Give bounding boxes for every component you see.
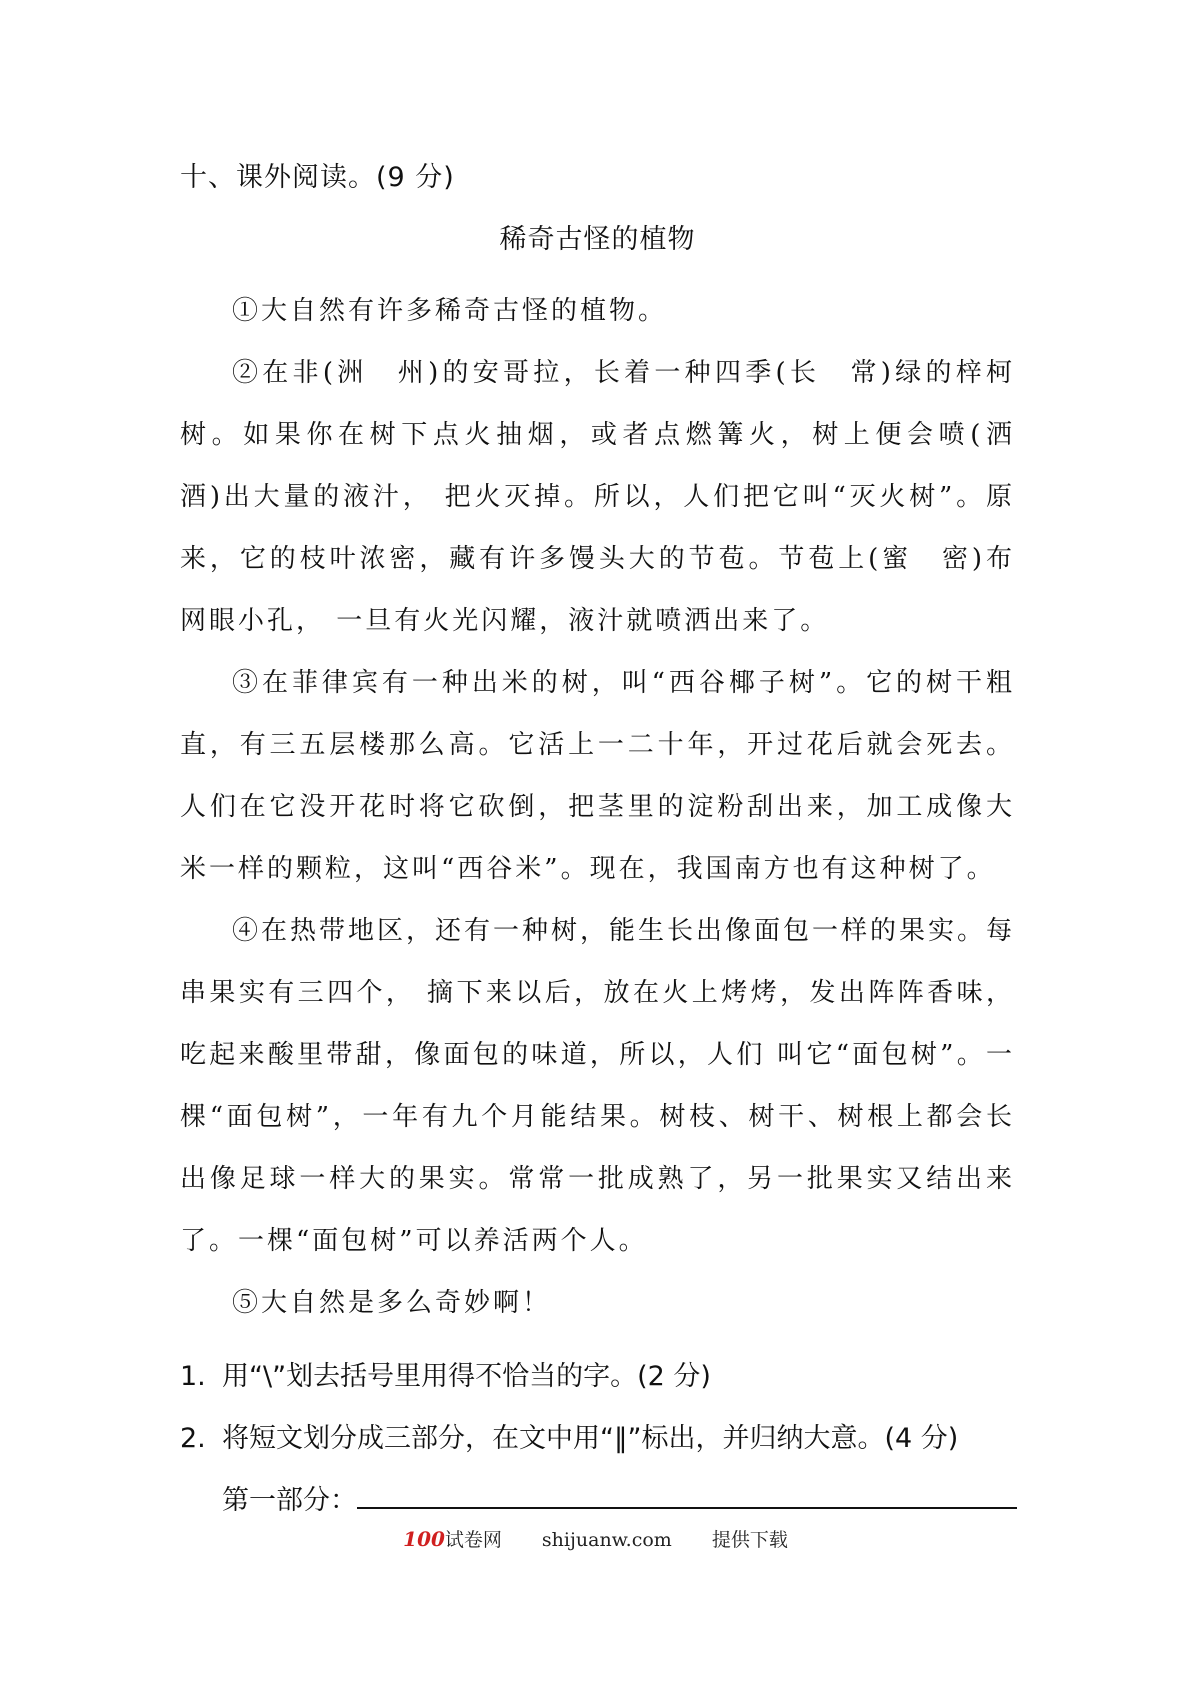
question-text: 将短文划分成三部分，在文中用“‖”标出，并归纳大意。(4 分) bbox=[222, 1423, 959, 1454]
footer-note: 提供下载 bbox=[711, 1529, 788, 1551]
site-logo: 100 bbox=[403, 1527, 445, 1551]
site-name: 试卷网 bbox=[444, 1529, 502, 1551]
answer-line-part-1 bbox=[180, 1470, 1030, 1532]
answer-blank[interactable] bbox=[357, 1477, 1017, 1509]
question-1 bbox=[180, 1346, 1030, 1408]
question-2 bbox=[180, 1408, 1030, 1470]
site-url[interactable]: shijuanw.com bbox=[541, 1529, 672, 1551]
paragraph-1: ①大自然有许多稀奇古怪的植物。 bbox=[232, 296, 668, 326]
question-number: 1. bbox=[180, 1361, 206, 1392]
question-text: 用“\”划去括号里用得不恰当的字。(2 分) bbox=[222, 1361, 711, 1392]
article-title: 稀奇古怪的植物 bbox=[499, 224, 696, 255]
paragraph-5: ⑤大自然是多么奇妙啊！ bbox=[232, 1288, 552, 1318]
paragraph-4: ④在热带地区，还有一种树，能生长出像面包一样的果实。每串果实有三四个， 摘下来以后，放在火上烤烤，发出阵阵香味，吃起来酸里带甜，像面包的味道，所以，人们 叫它“面包树”。一棵“面包树”，一年有九个月能结果。树枝、树干、树根上都会长出像足球一样大的果实。常常一批成熟了，另一批果实又结出来了。一棵“面包树”可以养活两个人。 bbox=[180, 916, 1016, 1256]
paragraph-3: ③在菲律宾有一种出米的树，叫“西谷椰子树”。它的树干粗直，有三五层楼那么高。它活上一二十年，开过花后就会死去。人们在它没开花时将它砍倒，把茎里的淀粉刮出来，加工成像大米一样的颗粒，这叫“西谷米”。现在，我国南方也有这种树了。 bbox=[180, 668, 1015, 884]
question-number: 2. bbox=[180, 1423, 206, 1454]
article-body bbox=[180, 280, 1045, 1334]
section-title: 十、课外阅读。(9 分) bbox=[180, 162, 455, 193]
answer-label: 第一部分： bbox=[222, 1485, 357, 1516]
questions bbox=[180, 1346, 1030, 1532]
paragraph-2: ②在非(洲 州)的安哥拉，长着一种四季(长 常)绿的梓柯树。如果你在树下点火抽烟，或者点燃篝火，树上便会喷(洒 酒)出大量的液汁， 把火灭掉。所以，人们把它叫“灭火树”。原来，它的枝叶浓密，藏有许多馒头大的节苞。节苞上(蜜 密)布网眼小孔， 一旦有火光闪耀，液汁就喷洒出来了。 bbox=[180, 358, 1045, 636]
footer bbox=[0, 1525, 1191, 1554]
